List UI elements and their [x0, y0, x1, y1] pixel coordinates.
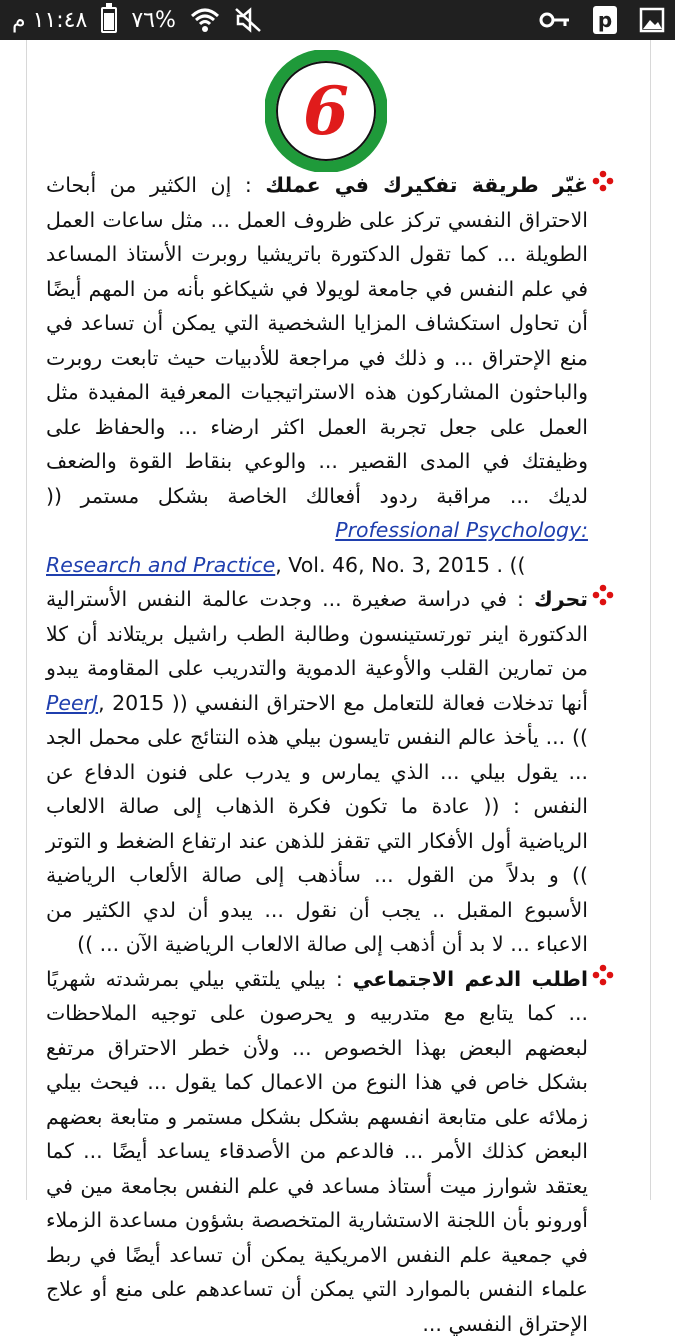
svg-text:p: p — [598, 8, 612, 32]
mute-icon — [234, 7, 262, 33]
battery-fill — [104, 13, 114, 30]
journal-link-research-practice[interactable]: Research and Practice — [46, 553, 275, 577]
peerj-year: , 2015 — [98, 691, 164, 715]
citation-details: , Vol. 46, No. 3, 2015 — [275, 553, 490, 577]
number-badge — [265, 50, 387, 172]
app-p-icon — [593, 6, 617, 34]
section-2-body-2: )) ... يأخذ عالم النفس تايسون بيلي هذه النتائج على محمل الجد ... يقول بيلي ... الذي يمارس و يدرب على فنون الدفاع عن النفس : (( عادة ما تكون فكرة الذهاب إلى صالة الالعاب الرياضية أول الأفكار التي تقفز للذهن عند ارتفاع الضغط و التوتر )) و بدلاً من القول ... سأذهب إلى صالة الألعاب الرياضية الأسبوع المقبل .. يجب أن نقول ... يبدو أن لدي الكثير من الاعباء ... لا بد أن أذهب إلى صالة الالعاب الرياضية الآن ... )) — [46, 725, 588, 956]
battery-percent: ٧٦% — [131, 8, 176, 33]
section-1 — [46, 168, 614, 582]
status-left — [12, 0, 262, 40]
badge-number: 6 — [303, 72, 349, 150]
status-bar — [0, 0, 675, 40]
section-1-heading: غيّر طريقة تفكيرك في عملك — [265, 173, 588, 197]
section-1-body: : إن الكثير من أبحاث الاحتراق النفسي تركز على ظروف العمل ... مثل ساعات العمل الطويلة ... كما تقول الدكتورة باتريشيا روبرت الأستاذ المساعد في علم النفس في جامعة لويولا في شيكاغو بأنه من المهم أيضًا أن تحاول استكشاف المزايا الشخصية التي يمكن أن تساعد في منع الإحتراق ... و ذلك في مراجعة للأدبيات حيث تابعت روبرت والباحثون المشاركون هذه الاستراتيجيات المعرفية المفيدة مثل العمل على جعل تجربة العمل اكثر ارضاء ... والحفاظ على وظيفتك في المدى القصير ... والوعي بنقاط القوة والضعف لديك ... مراقبة ردود أفعالك الخاصة بشكل مستمر (( — [46, 173, 588, 508]
section-2 — [46, 582, 614, 962]
section-3 — [46, 962, 614, 1341]
article-content — [46, 168, 614, 1341]
section-3-heading: اطلب الدعم الاجتماعي — [353, 967, 588, 991]
status-right — [539, 0, 665, 40]
section-3-body: : بيلي يلتقي بيلي بمرشدته شهريًا ... كما يتابع مع متدربيه و يحرصون على توجيه الملاحظات لبعضهم البعض بهذا الخصوص ... ولأن خطر الاحتراق مرتفع بشكل خاص في هذا النوع من الاعمال كما يقول ... فيحث بيلي زملائه على متابعة انفسهم بشكل بشكل مستمر و متابعة بعضهم البعض كذلك الأمر ... فالدعم من الأصدقاء يساعد أيضًا ... كما يعتقد شوارز ميت أستاذ مساعد في علم النفس بجامعة مين في أورونو بأن اللجنة الاستشارية المتخصصة بشؤون مساعدة الزملاء في جمعية علم النفس الامريكية يمكن أن تساعد أيضًا في ربط علماء النفس بالموارد التي يمكن أن تساعدهم على منع أو علاج الإحتراق النفسي ... — [46, 967, 588, 1336]
journal-link-peerj[interactable]: PeerJ — [46, 691, 98, 715]
diamond-bullet-icon — [592, 170, 614, 192]
diamond-bullet-icon — [592, 964, 614, 986]
battery-icon — [101, 7, 117, 33]
gallery-icon — [639, 7, 665, 33]
section-2-heading: تحرك — [534, 587, 588, 611]
section-2-body-1: : في دراسة صغيرة ... وجدت عالمة النفس الأسترالية الدكتورة اينر تورتستينسون وطالبة الطب راشيل بريتلاند أن كلا من تمارين القلب والأوعية الدموية والتدريب على المقاومة يبدو أنها تدخلات فعالة للتعامل مع الاحتراق النفسي (( — [46, 587, 588, 715]
citation-close: . (( — [496, 553, 525, 577]
clock: ١١:٤٨ م — [12, 8, 87, 33]
key-icon — [539, 11, 571, 29]
journal-link-professional-psychology[interactable]: Professional Psychology: — [335, 518, 588, 542]
citation-line — [46, 548, 588, 583]
wifi-icon — [190, 7, 220, 33]
peerj-citation — [46, 691, 164, 715]
diamond-bullet-icon — [592, 584, 614, 606]
